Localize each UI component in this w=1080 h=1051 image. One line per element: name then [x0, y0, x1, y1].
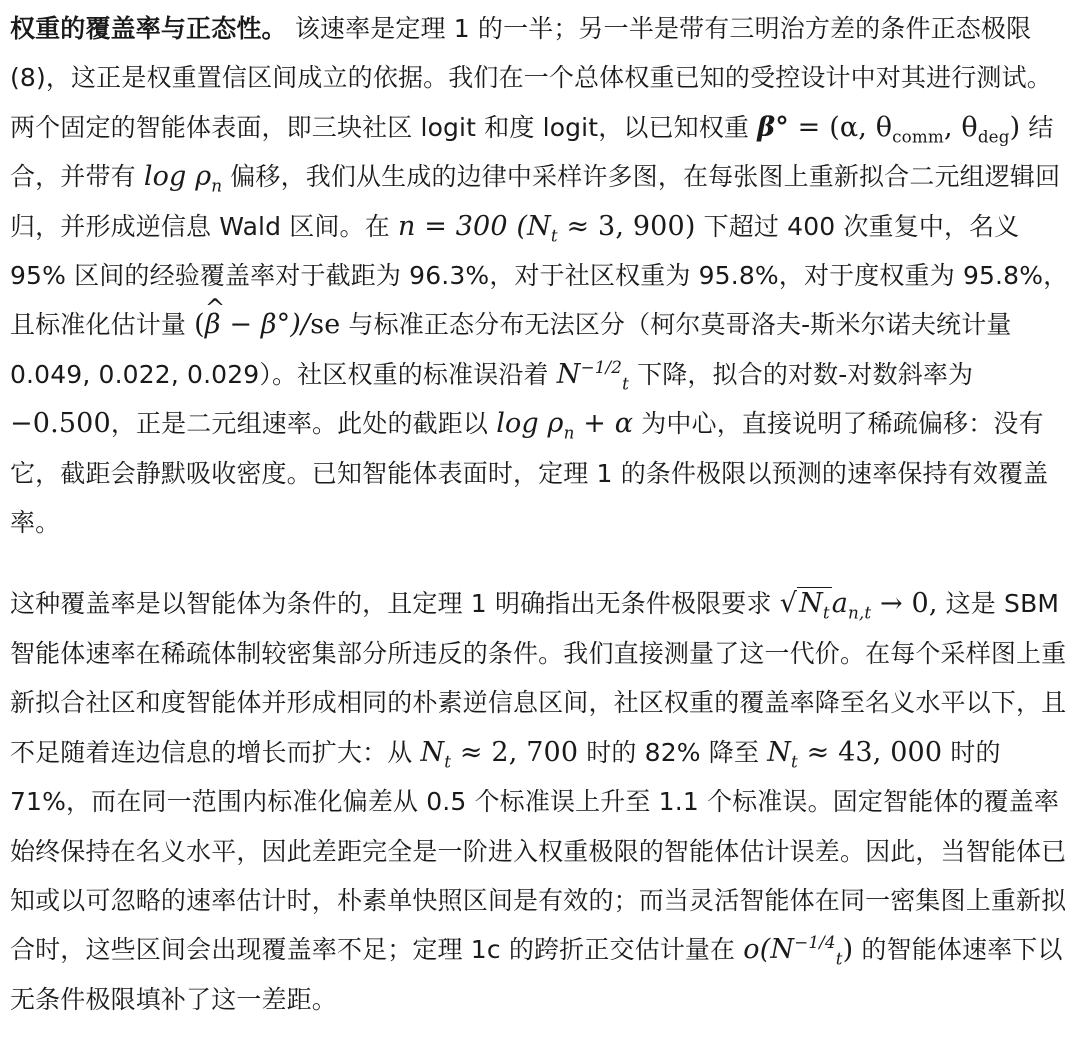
math-n-300: n = 300: [397, 210, 508, 242]
text-segment: 时的 82% 降至: [578, 737, 768, 767]
math-log-rho-alpha: $\log \rho_n + \alpha$: [496, 408, 634, 443]
math-log-rho: $\log \rho_n$: [143, 161, 223, 196]
text-segment: 下降，拟合的对数-对数斜率为: [628, 359, 974, 389]
text-segment: ，正是二元组速率。此处的截距以: [110, 409, 497, 439]
math-beta-circ: β°: [757, 111, 789, 143]
math-nt-3900: ($N_t \approx 3$, 900): [507, 210, 696, 246]
math-slope: −0.500: [10, 408, 111, 440]
math-nt-2700: $N_t \approx 2$, 700: [420, 736, 579, 772]
math-weight-tuple: = (α, $\theta_{comm}$, $\theta_{deg}$): [788, 111, 1021, 147]
math-standardized-estimator: (^ β − β°)/se: [194, 309, 340, 340]
math-sqrt-nt-a: $√N_ta_{n,t} \to 0$,: [779, 588, 938, 623]
math-o-nt-quarter: $o(N^{-1/4}_t)$: [743, 932, 854, 969]
text-segment: 下超过 400 次重复中，名义 95% 区间的经验覆盖率对于截距为 96.3%，对于社区权重为 95.8%，对于度权重为 95.8%，且标准化估计量: [10, 211, 1069, 340]
text-segment: 该速率是定理 1 的一半；另一半是带有三明治方差的条件正态极限 (8)，这正是权重置信区间成立的依据。我们在一个总体权重已知的受控设计中对其进行测试。两个固定的智能体表面，即三块社区 logit 和度 logit，以已知权重: [10, 14, 1052, 142]
text-segment: 为中心，直接说明了稀疏偏移：没有它，截距会静默吸收密度。已知智能体表面时，定理 1 的条件极限以预测的速率保持有效覆盖率。: [10, 409, 1049, 538]
paragraph-coverage-normality: [10, 4, 1070, 547]
text-segment: 这种覆盖率是以智能体为条件的，且定理 1 明确指出无条件极限要求: [10, 589, 780, 619]
text-segment: 偏移，我们从生成的边律中采样许多图，在每张图上重新拟合二元组逻辑回归，并形成逆信息 Wald 区间。在: [10, 162, 1061, 241]
text-segment: 与标准正态分布无法区分（柯尔莫哥洛夫-斯米尔诺夫统计量 0.049, 0.022, 0.029）。社区权重的标准误沿着: [10, 310, 1012, 389]
text-segment: 时的 71%，而在同一范围内标准化偏差从 0.5 个标准误上升至 1.1 个标准误。固定智能体的覆盖率始终保持在名义水平，因此差距完全是一阶进入权重极限的智能体估计误差。因此，当智能体已知或以可忽略的速率估计时，朴素单快照区间是有效的；而当灵活智能体在同一密集图上重新拟合时，这些区间会出现覆盖率不足；定理 1c 的跨折正交估计量在: [10, 737, 1067, 965]
math-nt-half: $N^{-1/2}_t$: [556, 356, 629, 394]
math-nt-43000: $N_t \approx 43$, 000: [767, 736, 943, 772]
text-segment: 的智能体速率下以无条件极限填补了这一差距。: [10, 935, 1063, 1014]
text-segment: 结合，并带有: [10, 112, 1054, 192]
text-segment: 这是 SBM 智能体速率在稀疏体制较密集部分所违反的条件。我们直接测量了这一代价。在每个采样图上重新拟合社区和度智能体并形成相同的朴素逆信息区间，社区权重的覆盖率降至名义水平以下，且不足随着连边信息的增长而扩大：从: [10, 589, 1067, 767]
paragraph-heading: 权重的覆盖率与正态性。: [10, 14, 287, 43]
paragraph-unconditional-limit: [10, 579, 1070, 1024]
